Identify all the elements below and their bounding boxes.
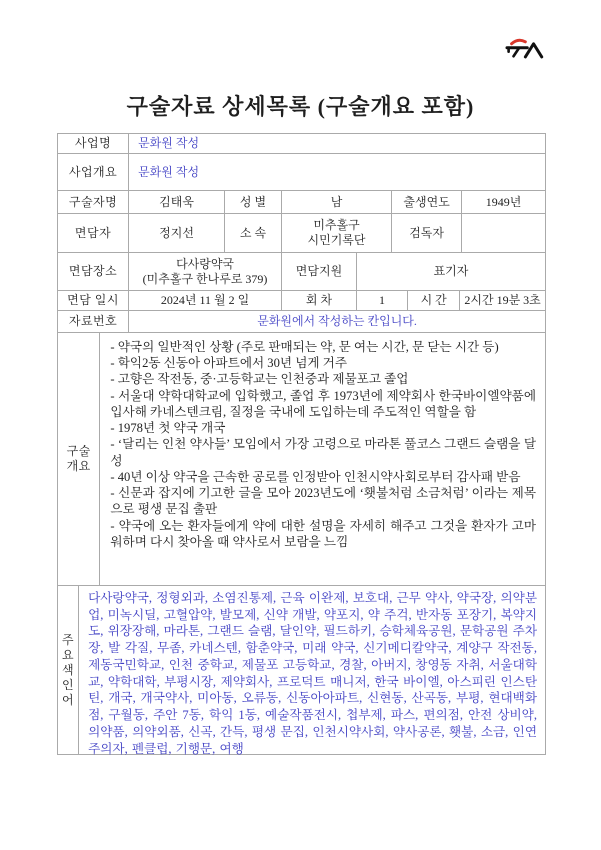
interviewer-name: 정지선 [129, 214, 225, 252]
summary-item: - 40년 이상 약국을 근속한 공로를 인정받아 인천시약사회로부터 감사패 받음 [110, 469, 521, 484]
narrator-name: 김태욱 [129, 191, 225, 213]
gender-value: 남 [282, 191, 392, 213]
summary-item: - 고향은 작전동, 중·고등학교는 인천중과 제물포고 졸업 [110, 372, 409, 387]
keywords-content: 다사랑약국, 정형외과, 소염진통제, 근육 이완제, 보호대, 근무 약사, 약국장, 의약분업, 미녹시딜, 고혈압약, 발모제, 신약 개발, 약포지, 약 주걱, 반자동 포장기, 복약지도, 위장장해, 마라톤, 그랜드 슬램, 달인약, 필드하키, 승학체육공원, 문학공원 주차장, 발 각질, 무좀, 카네스텐, 함춘약국, 미래 약국, 신기메디칼약국, 계양구 작전동, 제동국민학교, 인천 중학교, 제물포 고등학교, 경찰, 아버지, 창영동 자취, 서울대학교, 약학대학, 부평시장, 제약회사, 프로덕트 매니저, 한국 바이엘, 아스피린 인스탄틴, 개국, 개국약사, 미아동, 오류동, 신동아아파트, 신현동, 산곡동, 부평, 현대백화점, 구월동, 주안 7동, 학익 1동, 예술작품전시, 첩부제, 파스, 편의점, 안전 상비약, 의약품, 의약외품, 신곡, 간득, 평생 문집, 인천시약사회, 약사공론, 횃불, 소금, 인연주의자, 펜클럽, 기행문, 여행 [88, 591, 537, 756]
interviewer-label: 면담자 [58, 214, 129, 252]
affiliation-line2: 시민기록단 [307, 233, 366, 247]
keywords-label: 주요 색인어 [58, 586, 79, 754]
time-label: 시 간 [408, 291, 460, 310]
logo-mark-icon [505, 36, 547, 66]
place-line1: 다사랑약국 [176, 256, 235, 271]
project-overview-label: 사업개요 [58, 154, 129, 190]
place-line2: (미추홀구 한나루로 379) [142, 271, 268, 286]
row-interview-datetime [58, 291, 545, 311]
row-interview-place [58, 253, 545, 291]
summary-item: - 1978년 첫 약국 개국 [110, 421, 226, 436]
support-value: 표기자 [433, 264, 469, 278]
summary-item: - ‘달리는 인천 약사들’ 모임에서 가장 고령으로 마라톤 풀코스 그랜드 슬램을 달성 [110, 437, 536, 468]
row-ref-number [58, 311, 545, 333]
time-value: 2시간 19분 3초 [464, 293, 541, 307]
oral-record-table [57, 133, 546, 755]
session-label: 회 차 [282, 291, 357, 310]
datetime-value: 2024년 11 월 2 일 [129, 291, 282, 310]
row-oral-summary [58, 333, 545, 586]
page-title: 구술자료 상세목록 (구술개요 포함) [126, 94, 475, 119]
gender-label: 성 별 [225, 191, 282, 213]
summary-item: - 약국의 일반적인 상황 (주로 판매되는 약, 문 여는 시간, 문 닫는 시간 등) [110, 340, 499, 354]
place-value [129, 253, 282, 290]
row-project-name [58, 134, 545, 154]
project-name-label: 사업명 [58, 134, 129, 153]
row-interviewer [58, 214, 545, 253]
summary-item: - 서울대 약학대학교에 입학했고, 졸업 후 1973년에 제약회사 한국바이엘약품에 입사해 카네스텐크림, 질정을 국내에 도입하는데 주도적인 역할을 함 [110, 388, 536, 419]
datetime-label: 면담 일시 [58, 291, 129, 310]
summary-item: - 약국에 오는 환자들에게 약에 대한 설명을 자세히 해주고 그것을 환자가 고마워하며 다시 찾아올 때 약사로서 보람을 느낌 [110, 518, 536, 549]
ref-number-label: 자료번호 [58, 311, 129, 332]
munhwawon-logo [505, 36, 547, 66]
narrator-label: 구술자명 [58, 191, 129, 213]
place-label: 면담장소 [58, 253, 129, 290]
affiliation-value [282, 214, 392, 252]
project-name-value: 문화원 작성 [138, 136, 200, 150]
affiliation-label: 소 속 [225, 214, 282, 252]
birth-year-value: 1949년 [485, 194, 522, 209]
row-project-overview [58, 154, 545, 191]
reviewer-label: 검독자 [392, 214, 462, 252]
row-narrator [58, 191, 545, 214]
birth-year-label: 출생연도 [392, 191, 462, 213]
project-overview-value: 문화원 작성 [138, 164, 200, 179]
support-label: 면담지원 [282, 253, 357, 290]
ref-number-note: 문화원에서 작성하는 칸입니다. [257, 314, 417, 328]
session-value: 1 [357, 291, 408, 310]
summary-item: - 신문과 잡지에 기고한 글을 모아 2023년도에 ‘횃불처럼 소금처럼’ 이라는 제목으로 평생 문집 출판 [110, 486, 536, 517]
row-keywords [58, 586, 545, 754]
reviewer-value [462, 214, 545, 252]
affiliation-line1: 미추홀구 [313, 218, 360, 232]
oral-summary-content [100, 333, 545, 585]
oral-summary-label: 구술 개요 [58, 333, 100, 585]
summary-item: - 학익2동 신동아 아파트에서 30년 넘게 거주 [110, 356, 348, 371]
